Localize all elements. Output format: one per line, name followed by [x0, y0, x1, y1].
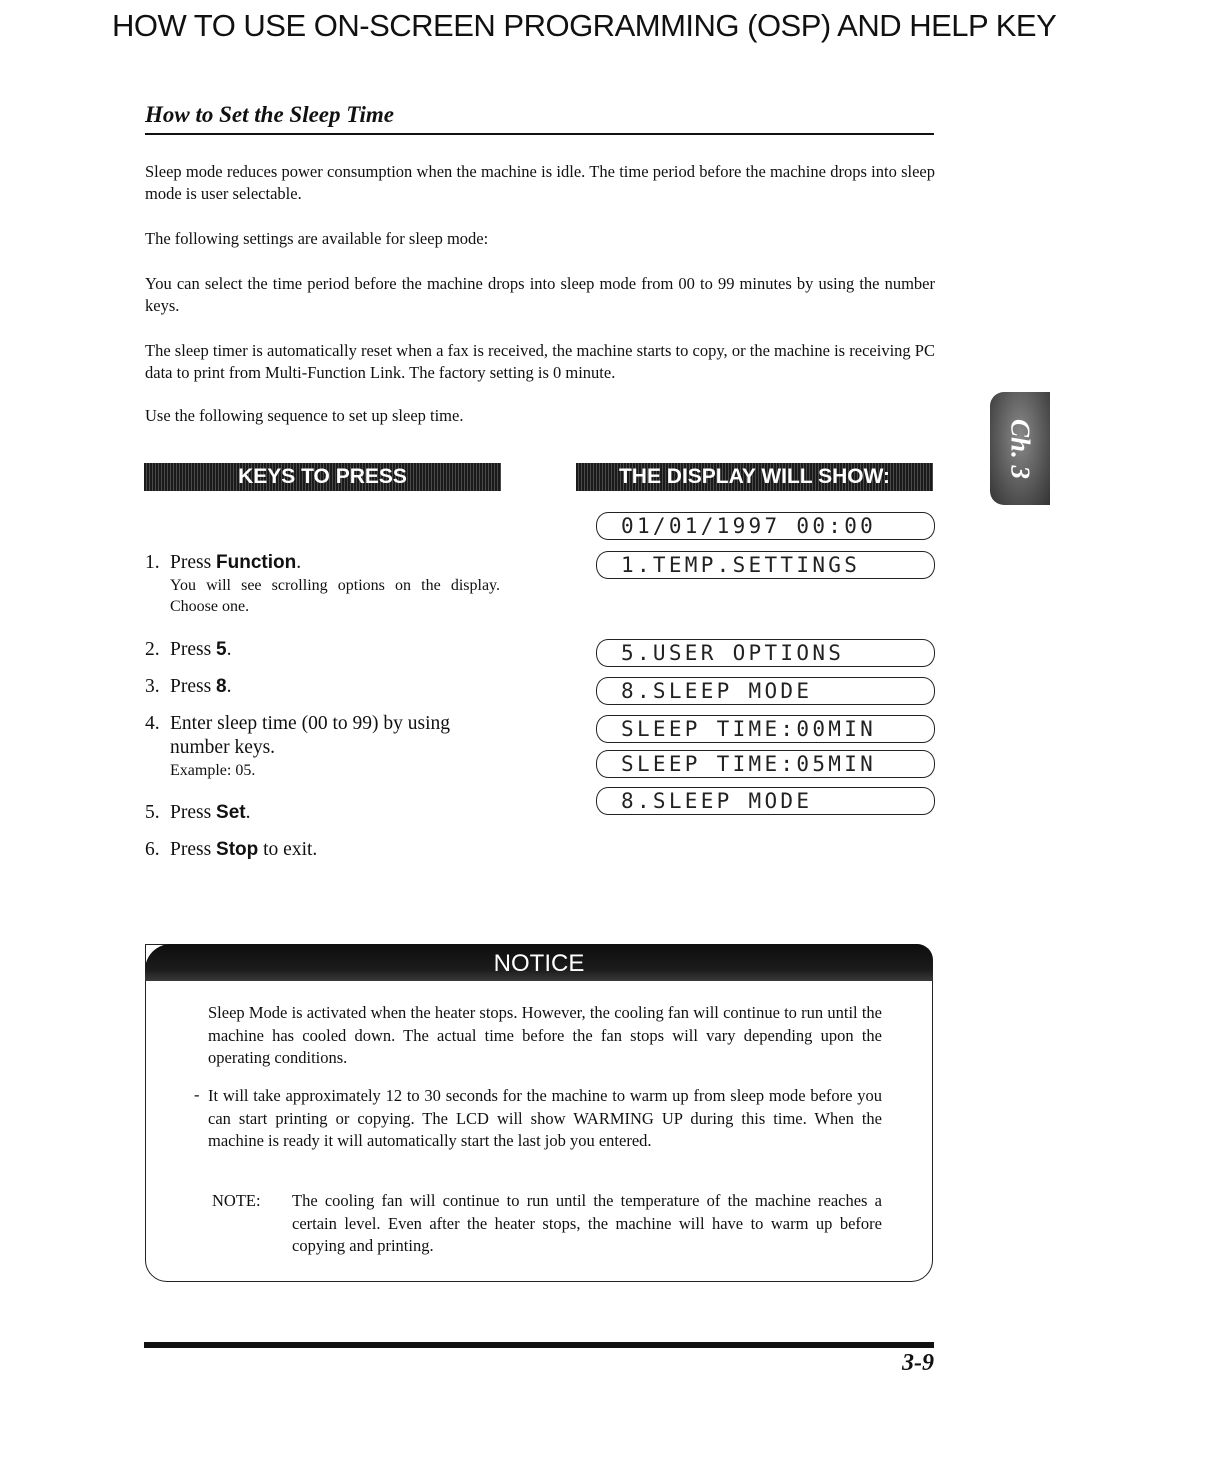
lcd-display-sleep-mode-final: 8.SLEEP MODE: [596, 787, 935, 815]
step-text-end: to exit.: [258, 839, 318, 860]
sequence-paragraph: Use the following sequence to set up sleep time.: [145, 406, 464, 425]
step-text-continued: number keys.: [170, 737, 276, 758]
step-4: [145, 712, 515, 781]
lcd-display-sleep-time-05: SLEEP TIME:05MIN: [596, 750, 935, 778]
step-number: 1.: [145, 552, 160, 573]
step-number: 6.: [145, 839, 160, 860]
step-text: Press: [170, 802, 217, 823]
lcd-display-user-options: 5.USER OPTIONS: [596, 639, 935, 667]
step-number: 3.: [145, 676, 160, 697]
step-note: Example: 05.: [170, 762, 256, 779]
step-number: 4.: [145, 713, 160, 734]
notice-paragraph-1: Sleep Mode is activated when the heater stops. However, the cooling fan will continue to run until the machine has cooled down. The actual time before the fan stops will vary depending upon the operating conditions.: [208, 1003, 882, 1067]
step-text: Press: [170, 676, 217, 697]
step-text-end: .: [296, 552, 302, 573]
keys-to-press-header: KEYS TO PRESS: [144, 463, 501, 491]
notice-paragraph-2: It will take approximately 12 to 30 seconds for the machine to warm up from sleep mode before you can start printing or copying. The LCD will show WARMING UP during this time. When the machine is ready it will automatically start the last job you entered.: [208, 1086, 882, 1150]
step-text: Enter sleep time (00 to 99) by using: [170, 713, 450, 734]
step-6: [145, 838, 515, 862]
lcd-display-date: 01/01/1997 00:00: [596, 512, 935, 540]
step-text-end: .: [245, 802, 251, 823]
step-note: You will see scrolling options on the display. Choose one.: [170, 577, 500, 615]
step-text-end: .: [226, 639, 232, 660]
step-text: Press: [170, 839, 217, 860]
step-1: [145, 551, 515, 617]
note-label: NOTE:: [212, 1191, 261, 1210]
step-text-end: .: [226, 676, 232, 697]
key-name: 5: [216, 639, 227, 660]
section-title: How to Set the Sleep Time: [145, 102, 394, 127]
step-3: [145, 675, 515, 699]
step-2: [145, 638, 515, 662]
notice-header: NOTICE: [145, 944, 933, 981]
intro-paragraph: Sleep mode reduces power consumption when the machine is idle. The time period before the machine drops into sleep mode is user selectable.: [145, 162, 935, 203]
step-5: [145, 801, 515, 825]
step-text: Press: [170, 552, 217, 573]
page-title: HOW TO USE ON-SCREEN PROGRAMMING (OSP) AND HELP KEY: [112, 8, 1057, 43]
display-will-show-header: THE DISPLAY WILL SHOW:: [576, 463, 933, 491]
key-name: 8: [216, 676, 227, 697]
time-period-paragraph: You can select the time period before the machine drops into sleep mode from 00 to 99 minutes by using the number keys.: [145, 274, 935, 315]
key-name: Set: [216, 802, 246, 823]
footer-rule: [144, 1342, 934, 1348]
timer-reset-paragraph: The sleep timer is automatically reset when a fax is received, the machine starts to copy, or the machine is receiving PC data to print from Multi-Function Link. The factory setting is 0 minute.: [145, 341, 935, 382]
key-name: Function: [216, 552, 297, 573]
section-title-rule: [145, 133, 934, 135]
settings-paragraph: The following settings are available for sleep mode:: [145, 229, 489, 248]
chapter-tab-label: Ch. 3: [1005, 418, 1036, 479]
lcd-display-sleep-time-00: SLEEP TIME:00MIN: [596, 715, 935, 743]
lcd-display-sleep-mode: 8.SLEEP MODE: [596, 677, 935, 705]
step-number: 5.: [145, 802, 160, 823]
lcd-display-temp-settings: 1.TEMP.SETTINGS: [596, 551, 935, 579]
chapter-tab: [990, 392, 1050, 505]
page-number: 3-9: [902, 1350, 934, 1376]
step-text: Press: [170, 639, 217, 660]
note-text: The cooling fan will continue to run until the temperature of the machine reaches a certain level. Even after the heater stops, the machine will have to warm up before copying and printing.: [292, 1191, 882, 1255]
step-number: 2.: [145, 639, 160, 660]
notice-bullet-dash: -: [194, 1085, 200, 1104]
key-name: Stop: [216, 839, 259, 860]
